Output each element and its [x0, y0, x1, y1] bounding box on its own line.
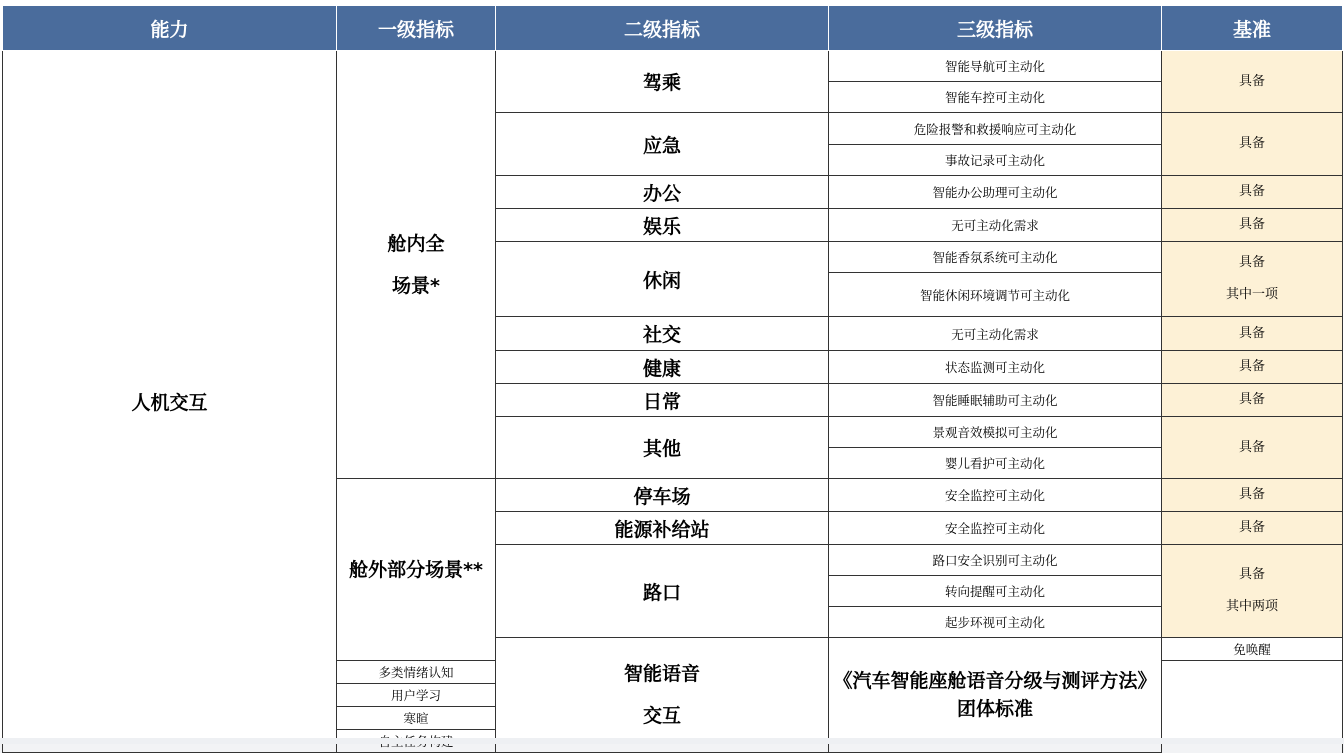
level2-social: 社交 [496, 317, 829, 351]
standard-energy: 具备 [1162, 512, 1343, 545]
standard-health: 具备 [1162, 351, 1343, 384]
standard-leisure-line2: 其中一项 [1225, 287, 1278, 302]
level2-office: 办公 [496, 176, 829, 209]
level3-sound-sim: 景观音效模拟可主动化 [829, 417, 1162, 448]
indicator-table [2, 5, 1343, 753]
level3-user-learning: 用户学习 [337, 684, 496, 707]
level2-voice-standard: 《汽车智能座舱语音分级与测评方法》团体标准 [829, 638, 1162, 753]
level2-leisure: 休闲 [496, 242, 829, 317]
level2-health: 健康 [496, 351, 829, 384]
level1-cabin-inner-line1: 舱内全 [387, 232, 445, 255]
standard-intersection-line1: 具备 [1238, 567, 1265, 582]
level3-energy-security: 安全监控可主动化 [829, 512, 1162, 545]
bottom-scroll-strip [0, 738, 1344, 744]
level2-parking: 停车场 [496, 479, 829, 512]
standard-entertainment: 具备 [1162, 209, 1343, 242]
level2-other: 其他 [496, 417, 829, 479]
level3-office-assistant: 智能办公助理可主动化 [829, 176, 1162, 209]
level3-parking-security: 安全监控可主动化 [829, 479, 1162, 512]
level3-no-wake: 免唤醒 [1162, 638, 1343, 661]
standard-intersection-line2: 其中两项 [1225, 599, 1278, 614]
level3-danger-alarm: 危险报警和救援响应可主动化 [829, 113, 1162, 145]
level3-social-none: 无可主动化需求 [829, 317, 1162, 351]
header-ability: 能力 [3, 6, 337, 51]
level3-car-control: 智能车控可主动化 [829, 82, 1162, 113]
level3-leisure-env: 智能休闲环境调节可主动化 [829, 273, 1162, 317]
header-level2: 二级指标 [496, 6, 829, 51]
table-row [3, 51, 1343, 82]
level1-cabin-inner [337, 51, 496, 479]
header-row [3, 6, 1343, 51]
level3-accident-record: 事故记录可主动化 [829, 145, 1162, 176]
standard-social: 具备 [1162, 317, 1343, 351]
level1-cabin-inner-line2: 场景* [392, 274, 440, 297]
standard-intersection [1162, 545, 1343, 638]
level3-fragrance: 智能香氛系统可主动化 [829, 242, 1162, 273]
level3-status-monitor: 状态监测可主动化 [829, 351, 1162, 384]
level3-baby-care: 婴儿看护可主动化 [829, 448, 1162, 479]
level2-intersection: 路口 [496, 545, 829, 638]
level2-entertainment: 娱乐 [496, 209, 829, 242]
level3-sleep-assist: 智能睡眠辅助可主动化 [829, 384, 1162, 417]
standard-leisure [1162, 242, 1343, 317]
level3-road-safety: 路口安全识别可主动化 [829, 545, 1162, 576]
level3-emotion: 多类情绪认知 [337, 661, 496, 684]
level2-driving: 驾乘 [496, 51, 829, 113]
level3-start-view: 起步环视可主动化 [829, 607, 1162, 638]
level2-daily: 日常 [496, 384, 829, 417]
level2-emergency: 应急 [496, 113, 829, 176]
header-standard: 基准 [1162, 6, 1343, 51]
header-level1: 一级指标 [337, 6, 496, 51]
standard-leisure-line1: 具备 [1238, 255, 1265, 270]
level3-nav: 智能导航可主动化 [829, 51, 1162, 82]
level1-voice-line2: 交互 [642, 705, 681, 727]
header-level3: 三级指标 [829, 6, 1162, 51]
level3-entertainment-none: 无可主动化需求 [829, 209, 1162, 242]
level1-voice [496, 638, 829, 753]
level2-energy: 能源补给站 [496, 512, 829, 545]
ability-cell: 人机交互 [3, 51, 337, 753]
standard-office: 具备 [1162, 176, 1343, 209]
standard-parking: 具备 [1162, 479, 1343, 512]
level1-cabin-outer: 舱外部分场景** [337, 479, 496, 661]
level3-turn-reminder: 转向提醒可主动化 [829, 576, 1162, 607]
standard-daily: 具备 [1162, 384, 1343, 417]
standard-emergency: 具备 [1162, 113, 1343, 176]
level1-voice-line1: 智能语音 [623, 663, 700, 685]
standard-other: 具备 [1162, 417, 1343, 479]
standard-driving: 具备 [1162, 51, 1343, 113]
level3-greeting: 寒暄 [337, 707, 496, 730]
